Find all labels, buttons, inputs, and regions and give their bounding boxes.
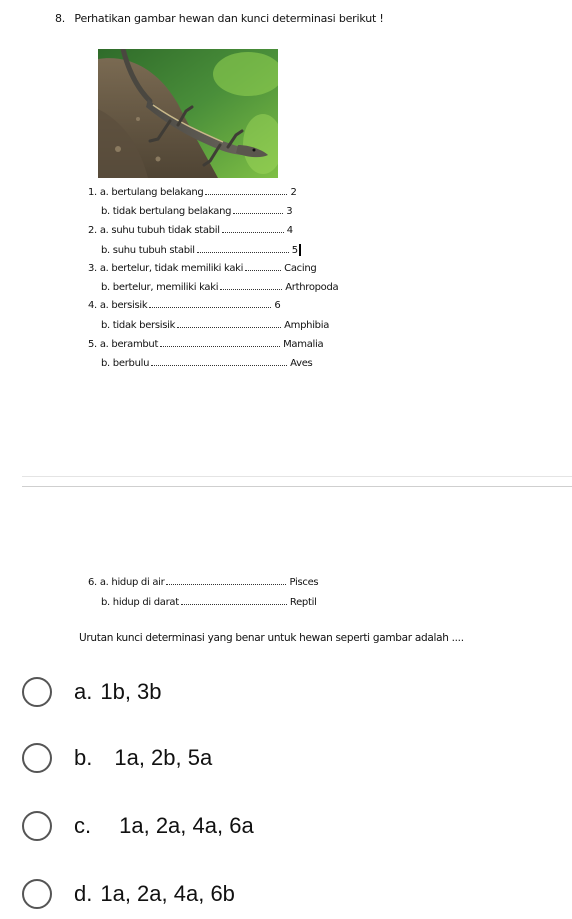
- option-c[interactable]: [22, 809, 254, 843]
- key-line-1b: b. tidak bertulang belakang 3: [101, 206, 293, 217]
- option-a-text: 1b, 3b: [100, 679, 162, 704]
- radio-d[interactable]: [22, 879, 52, 909]
- key-line-2a: 2. a. suhu tubuh tidak stabil 4: [88, 225, 293, 236]
- key-line-6a: 6. a. hidup di air Pisces: [88, 577, 319, 588]
- option-b-text: 1a, 2b, 5a: [114, 745, 213, 770]
- key-line-2b: b. suhu tubuh stabil 5: [101, 244, 301, 256]
- key-line-5a: 5. a. berambut Mamalia: [88, 339, 324, 350]
- option-c-text: 1a, 2a, 4a, 6a: [119, 813, 254, 838]
- key-line-3a: 3. a. bertelur, tidak memiliki kaki Cacing: [88, 263, 317, 274]
- option-a-letter: a.: [74, 679, 93, 704]
- radio-c[interactable]: [22, 811, 52, 841]
- page-divider-top: [22, 476, 572, 477]
- text-cursor: [299, 244, 301, 256]
- option-d-text: 1a, 2a, 4a, 6b: [100, 881, 235, 906]
- option-c-letter: c.: [74, 813, 92, 838]
- option-d[interactable]: [22, 877, 235, 911]
- question-heading: [55, 12, 384, 25]
- lizard-photo: [98, 49, 278, 178]
- question-number: 8.: [55, 12, 66, 25]
- key-line-4a: 4. a. bersisik 6: [88, 300, 281, 311]
- question-text: Urutan kunci determinasi yang benar untuk hewan seperti gambar adalah ....: [79, 632, 464, 644]
- option-a[interactable]: [22, 675, 162, 709]
- radio-a[interactable]: [22, 677, 52, 707]
- option-b-letter: b.: [74, 745, 93, 770]
- option-b[interactable]: [22, 741, 212, 775]
- option-d-letter: d.: [74, 881, 93, 906]
- key-line-4b: b. tidak bersisik Amphibia: [101, 320, 330, 331]
- key-line-3b: b. bertelur, memiliki kaki Arthropoda: [101, 282, 339, 293]
- radio-b[interactable]: [22, 743, 52, 773]
- page-divider-bottom: [22, 486, 572, 487]
- key-line-6b: b. hidup di darat Reptil: [101, 597, 317, 608]
- question-heading-text: Perhatikan gambar hewan dan kunci determinasi berikut !: [74, 12, 384, 25]
- key-line-5b: b. berbulu Aves: [101, 358, 313, 369]
- key-line-1a: 1. a. bertulang belakang 2: [88, 187, 297, 198]
